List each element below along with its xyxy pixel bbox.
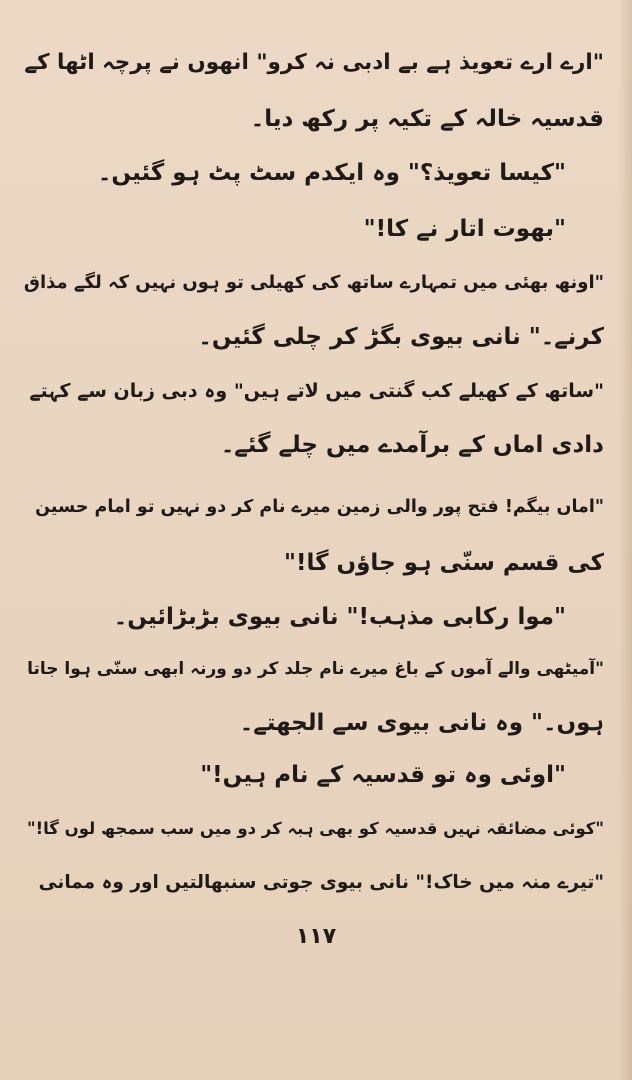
text-line-10: کی قسم سنّی ہو جاؤں گا!" (284, 550, 604, 576)
text-line-5: "اونھ بھئی میں تمہارے ساتھ کی کھیلی تو ہوں نہیں کہ لگے مذاق (23, 272, 604, 293)
page-spine-shadow (618, 0, 632, 1080)
text-line-11: "موا رکابی مذہب!" نانی بیوی بڑبڑائیں۔ (113, 604, 566, 630)
text-line-7: "ساتھ کے کھیلے کب گنتی میں لاتے ہیں" وہ دبی زبان سے کہتے (29, 380, 604, 402)
text-line-12: "آمیٹھی والے آموں کے باغ میرے نام جلد کر دو ورنہ ابھی سنّی ہوا جاتا (27, 659, 604, 679)
text-line-4: "بھوت اتار نے کا!" (363, 216, 566, 242)
text-line-8: دادی اماں کے برآمدے میں چلے گئے۔ (220, 432, 604, 458)
text-line-9: "اماں بیگم! فتح پور والی زمین میرے نام کر دو نہیں تو امام حسین (35, 497, 604, 517)
page-number: ۱۱۷ (295, 924, 337, 949)
text-line-16: "تیرے منہ میں خاک!" نانی بیوی جوتی سنبھالتیں اور وہ ممانی (38, 872, 604, 893)
text-line-13: ہوں۔" وہ نانی بیوی سے الجھتے۔ (239, 710, 604, 736)
text-line-2: قدسیہ خالہ کے تکیہ پر رکھ دیا۔ (250, 106, 604, 132)
text-line-14: "اوئی وہ تو قدسیہ کے نام ہیں!" (200, 762, 566, 788)
text-line-3: "کیسا تعویذ؟" وہ ایکدم سٹ پٹ ہو گئیں۔ (97, 160, 566, 186)
text-line-15: "کوئی مضائقہ نہیں قدسیہ کو بھی ہبہ کر دو میں سب سمجھ لوں گا!" (26, 819, 604, 838)
text-line-1: "ارے ارے تعویذ ہے بے ادبی نہ کرو" انھوں نے پرچہ اٹھا کے (24, 50, 604, 75)
text-line-6: کرنے۔" نانی بیوی بگڑ کر چلی گئیں۔ (198, 324, 604, 350)
